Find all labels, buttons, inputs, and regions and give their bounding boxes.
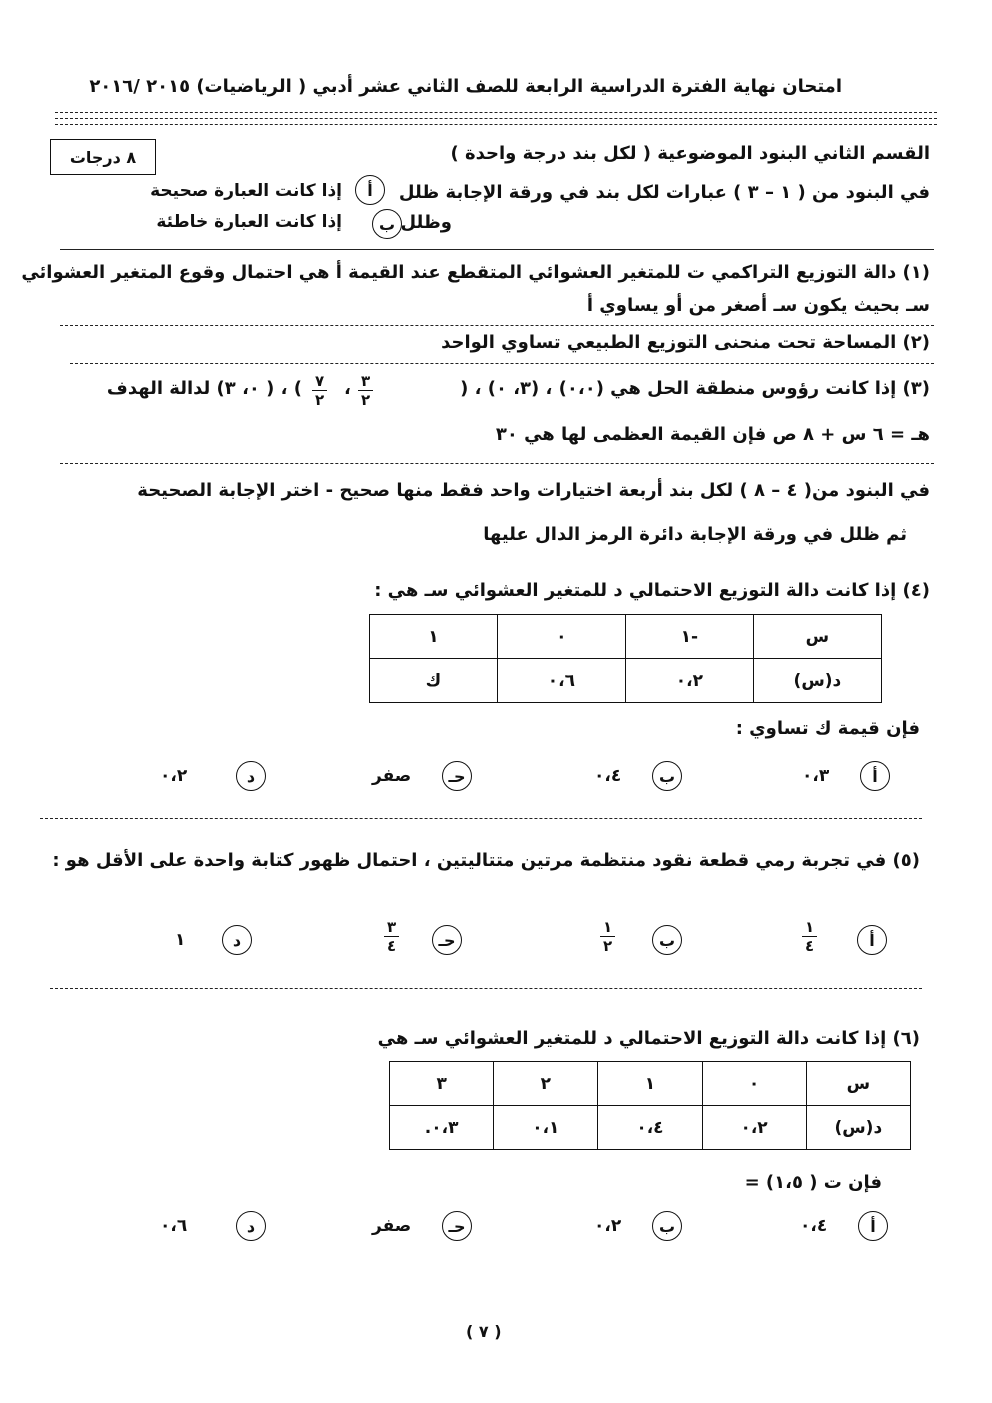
q6-option-a-value: ٠،٤: [800, 1216, 828, 1236]
header-divider-2: [55, 118, 937, 119]
circle-option-b-icon: ب: [372, 209, 402, 239]
table-cell: -١: [625, 615, 753, 659]
q3-fraction-3-2: ٣ ٢: [358, 372, 373, 409]
table-cell: ٠،٢: [625, 659, 753, 703]
q4-divider: [40, 818, 922, 819]
q6-ask: فإن ت ( ١،٥) =: [744, 1172, 882, 1193]
header-divider-3: [55, 124, 937, 125]
q3-comma: ،: [344, 378, 351, 399]
q1-divider: [60, 325, 934, 326]
q4-ask: فإن قيمة ك تساوي :: [735, 718, 920, 739]
table-cell: ٠،٣.: [390, 1106, 494, 1150]
q6-distribution-table: [389, 1061, 911, 1150]
table-cell: ٠: [497, 615, 625, 659]
q6-option-b-value: ٠،٢: [594, 1216, 622, 1236]
q5-divider: [50, 988, 922, 989]
table-cell: ١: [370, 615, 498, 659]
table-cell: ٠،٤: [598, 1106, 702, 1150]
q3-fraction-7-2: ٧ ٢: [312, 372, 327, 409]
q2-text: (٢) المساحة تحت منحنى التوزيع الطبيعي تساوي الواحد: [441, 332, 930, 353]
table-cell: ٣: [390, 1062, 494, 1106]
q4-stem: (٤) إذا كانت دالة التوزيع الاحتمالي د للمتغير العشوائي سـ هي :: [374, 580, 930, 601]
q6-option-c-value: صفر: [372, 1216, 412, 1236]
table-cell: د(س): [753, 659, 881, 703]
table-cell: س: [806, 1062, 910, 1106]
q5-option-b-fraction: ١ ٢: [600, 918, 615, 955]
q4-option-b[interactable]: ب: [652, 761, 682, 791]
tf-instruction-true: إذا كانت العبارة صحيحة: [150, 181, 342, 201]
q6-option-d-value: ٠،٦: [160, 1216, 188, 1236]
grade-box: [50, 139, 156, 175]
q5-option-c[interactable]: حـ: [432, 925, 462, 955]
q3-line1-a: (٣) إذا كانت رؤوس منطقة الحل هي (٠،٠) ، (٣، ٠) ، (: [460, 378, 930, 399]
q3-divider: [60, 463, 934, 464]
q2-divider: [70, 363, 934, 364]
header-divider-1: [55, 112, 937, 113]
table-cell: س: [753, 615, 881, 659]
tf-instruction-false: إذا كانت العبارة خاطئة: [156, 212, 342, 232]
tf-instruction-line1: في البنود من ( ١ – ٣ ) عبارات لكل بند في ورقة الإجابة ظلل: [398, 182, 930, 203]
table-cell: ك: [370, 659, 498, 703]
q4-option-a-value: ٠،٣: [802, 766, 830, 786]
table-cell: ٠: [702, 1062, 806, 1106]
q4-option-a[interactable]: أ: [860, 761, 890, 791]
q6-option-b[interactable]: ب: [652, 1211, 682, 1241]
q1-line2: سـ بحيث يكون سـ أصغر من أو يساوي أ: [586, 295, 930, 316]
q4-option-d[interactable]: د: [236, 761, 266, 791]
table-cell: ١: [598, 1062, 702, 1106]
q6-stem: (٦) إذا كانت دالة التوزيع الاحتمالي د للمتغير العشوائي سـ هي: [377, 1028, 920, 1049]
q4-option-d-value: ٠،٢: [160, 766, 188, 786]
q3-line2: هـ = ٦ س + ٨ ص فإن القيمة العظمى لها هي ٣٠: [495, 424, 930, 445]
q5-option-a[interactable]: أ: [857, 925, 887, 955]
grade-label: ٨ درجات: [69, 147, 137, 167]
q4-option-b-value: ٠،٤: [594, 766, 622, 786]
mcq-instruction-line2: ثم ظلل في ورقة الإجابة دائرة الرمز الدال عليها: [483, 524, 907, 545]
page-number: ( ٧ ): [466, 1322, 502, 1341]
q6-option-a[interactable]: أ: [858, 1211, 888, 1241]
q5-option-d-value: ١: [175, 930, 186, 950]
mcq-instruction-line1: في البنود من( ٤ – ٨ ) لكل بند أربعة اختيارات واحد فقط منها صحيح - اختر الإجابة الصحيحة: [137, 480, 930, 501]
q4-option-c-value: صفر: [372, 766, 412, 786]
section-title: القسم الثاني البنود الموضوعية ( لكل بند درجة واحدة ): [450, 143, 930, 164]
table-cell: ٢: [494, 1062, 598, 1106]
exam-title: امتحان نهاية الفترة الدراسية الرابعة للصف الثاني عشر أدبي ( الرياضيات) ٢٠١٥ /٢٠١٦: [89, 76, 842, 97]
q6-option-d[interactable]: د: [236, 1211, 266, 1241]
table-cell: ٠،١: [494, 1106, 598, 1150]
table-cell: ٠،٦: [497, 659, 625, 703]
q1-line1: (١) دالة التوزيع التراكمي ت للمتغير العشوائي المتقطع عند القيمة أ هي احتمال وقوع المتغير العشوائي: [21, 262, 930, 283]
section-divider: [60, 249, 934, 250]
q5-option-a-fraction: ١ ٤: [802, 918, 817, 955]
q5-option-c-fraction: ٣ ٤: [384, 918, 399, 955]
table-cell: د(س): [806, 1106, 910, 1150]
q5-option-b[interactable]: ب: [652, 925, 682, 955]
q5-option-d[interactable]: د: [222, 925, 252, 955]
q3-line1-b: ) ، ( ٠، ٣) لدالة الهدف: [106, 378, 302, 399]
q5-stem: (٥) في تجربة رمي قطعة نقود منتظمة مرتين متتاليتين ، احتمال ظهور كتابة واحدة على الأقل هو :: [52, 850, 920, 871]
q6-option-c[interactable]: حـ: [442, 1211, 472, 1241]
q4-option-c[interactable]: حـ: [442, 761, 472, 791]
circle-option-a-icon: أ: [355, 175, 385, 205]
table-cell: ٠،٢: [702, 1106, 806, 1150]
q4-distribution-table: [369, 614, 882, 703]
tf-instruction-line2: وظلل: [400, 212, 452, 233]
